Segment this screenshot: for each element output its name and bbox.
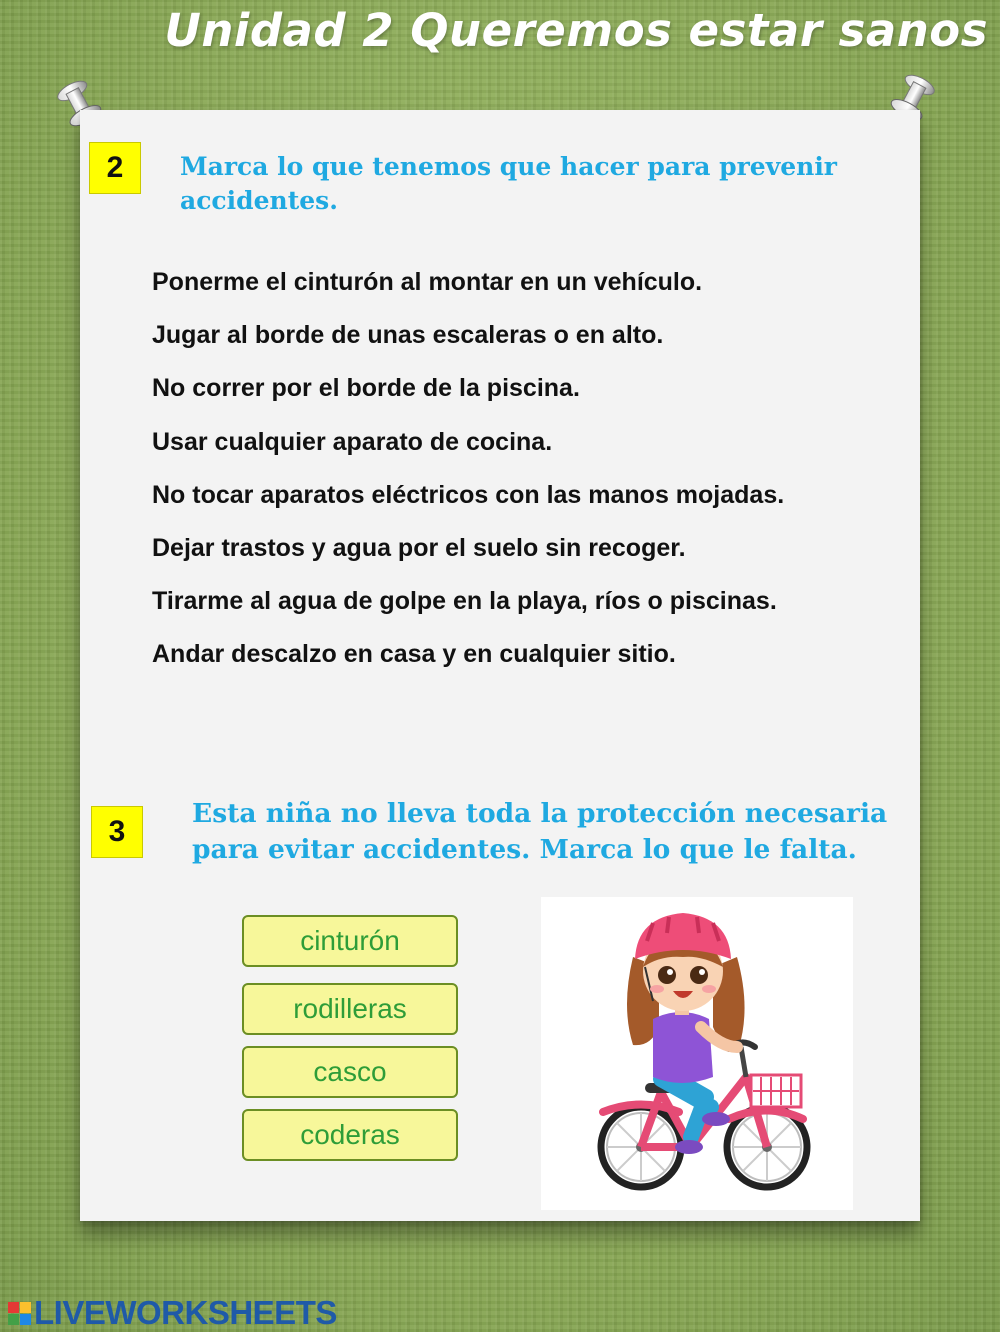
question-instruction: Marca lo que tenemos que hacer para prevenir accidentes. <box>180 152 837 215</box>
statement-option[interactable]: No tocar aparatos eléctricos con las manos mojadas. <box>152 480 785 509</box>
statement-option[interactable]: Jugar al borde de unas escaleras o en alto. <box>152 321 664 350</box>
answer-option-button[interactable]: rodilleras <box>242 983 458 1035</box>
statement-option[interactable]: Ponerme el cinturón al montar en un vehículo. <box>152 268 703 296</box>
worksheet-paper <box>80 110 920 1221</box>
girl-on-bicycle-image <box>541 897 853 1210</box>
statement-option[interactable]: Dejar trastos y agua por el suelo sin recoger. <box>152 533 686 562</box>
statement-option[interactable]: No correr por el borde de la piscina. <box>152 374 580 403</box>
question-instruction: Esta niña no lleva toda la protección necesaria para evitar accidentes. Marca lo que le falta. <box>192 798 888 865</box>
answer-option-button[interactable]: cinturón <box>242 915 458 967</box>
statement-option[interactable]: Tirarme al agua de golpe en la playa, ríos o piscinas. <box>152 587 777 616</box>
statement-option[interactable]: Usar cualquier aparato de cocina. <box>152 427 553 456</box>
logo-text: LIVEWORKSHEETS <box>34 1294 337 1331</box>
answer-option-button[interactable]: coderas <box>242 1109 458 1161</box>
liveworksheets-logo[interactable] <box>8 1294 337 1332</box>
logo-grid-icon <box>8 1302 31 1325</box>
page-title: Unidad 2 Queremos estar sanos <box>164 4 988 57</box>
statement-list <box>152 262 784 688</box>
question-number-badge: 3 <box>91 806 143 858</box>
statement-option[interactable]: Andar descalzo en casa y en cualquier sitio. <box>152 640 676 669</box>
answer-option-button[interactable]: casco <box>242 1046 458 1098</box>
question-number-badge: 2 <box>89 142 141 194</box>
girl-on-bicycle-illustration <box>541 897 853 1210</box>
